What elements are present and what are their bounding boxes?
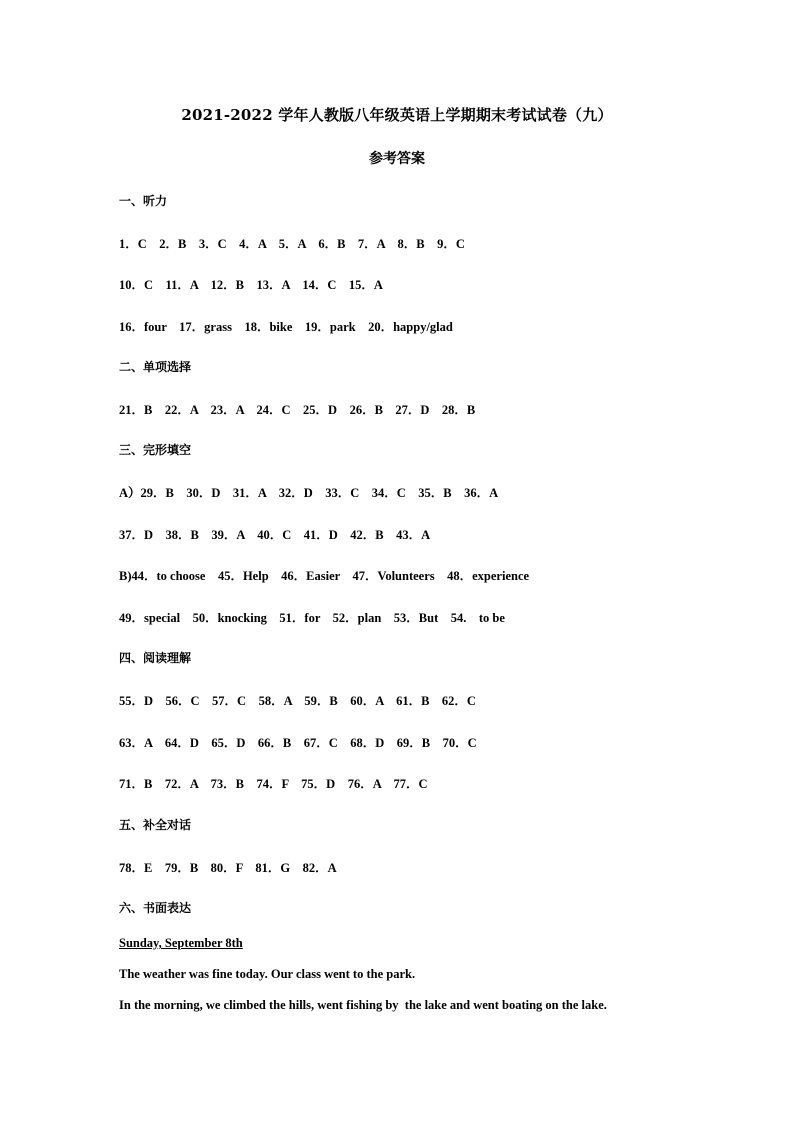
answer-line: 49．special 50．knocking 51．for 52．plan 53．But 54. to be — [119, 611, 505, 625]
essay-line: The weather was fine today. Our class went to the park. — [119, 967, 416, 981]
section-heading-single-choice: 二、单项选择 — [119, 360, 192, 374]
answer-line: 37．D 38．B 39．A 40．C 41．D 42．B 43．A — [119, 528, 431, 542]
answer-line: 78．E 79．B 80．F 81．G 82．A — [119, 861, 337, 875]
answer-line: 10．C 11．A 12．B 13．A 14．C 15．A — [119, 278, 383, 292]
section-heading-cloze: 三、完形填空 — [119, 443, 192, 457]
section-heading-writing: 六、书面表达 — [119, 901, 192, 915]
section-heading-reading: 四、阅读理解 — [119, 651, 192, 665]
essay-line: In the morning, we climbed the hills, went fishing by the lake and went boating on the lake. — [119, 998, 607, 1012]
answer-line: 55．D 56．C 57．C 58．A 59．B 60．A 61．B 62．C — [119, 694, 476, 708]
answer-line: 16．four 17．grass 18．bike 19．park 20．happy/glad — [119, 320, 453, 334]
page-subtitle: 参考答案 — [369, 151, 425, 167]
answer-line: 63．A 64．D 65．D 66．B 67．C 68．D 69．B 70．C — [119, 736, 477, 750]
answer-line: B)44．to choose 45．Help 46．Easier 47．Volunteers 48．experience — [119, 569, 530, 583]
answer-line: A）29．B 30．D 31．A 32．D 33．C 34．C 35．B 36．A — [119, 486, 499, 500]
page-title: 2021-2022 学年人教版八年级英语上学期期末考试试卷（九） — [181, 106, 613, 124]
answer-line: 21．B 22．A 23．A 24．C 25．D 26．B 27．D 28．B — [119, 403, 476, 417]
section-heading-dialogue: 五、补全对话 — [119, 818, 192, 832]
answer-line: 1．C 2．B 3．C 4．A 5．A 6．B 7．A 8．B 9．C — [119, 237, 465, 251]
essay-date-line: Sunday, September 8th — [119, 936, 243, 950]
answer-line: 71．B 72．A 73．B 74．F 75．D 76．A 77．C — [119, 777, 428, 791]
section-heading-listening: 一、听力 — [119, 194, 168, 208]
